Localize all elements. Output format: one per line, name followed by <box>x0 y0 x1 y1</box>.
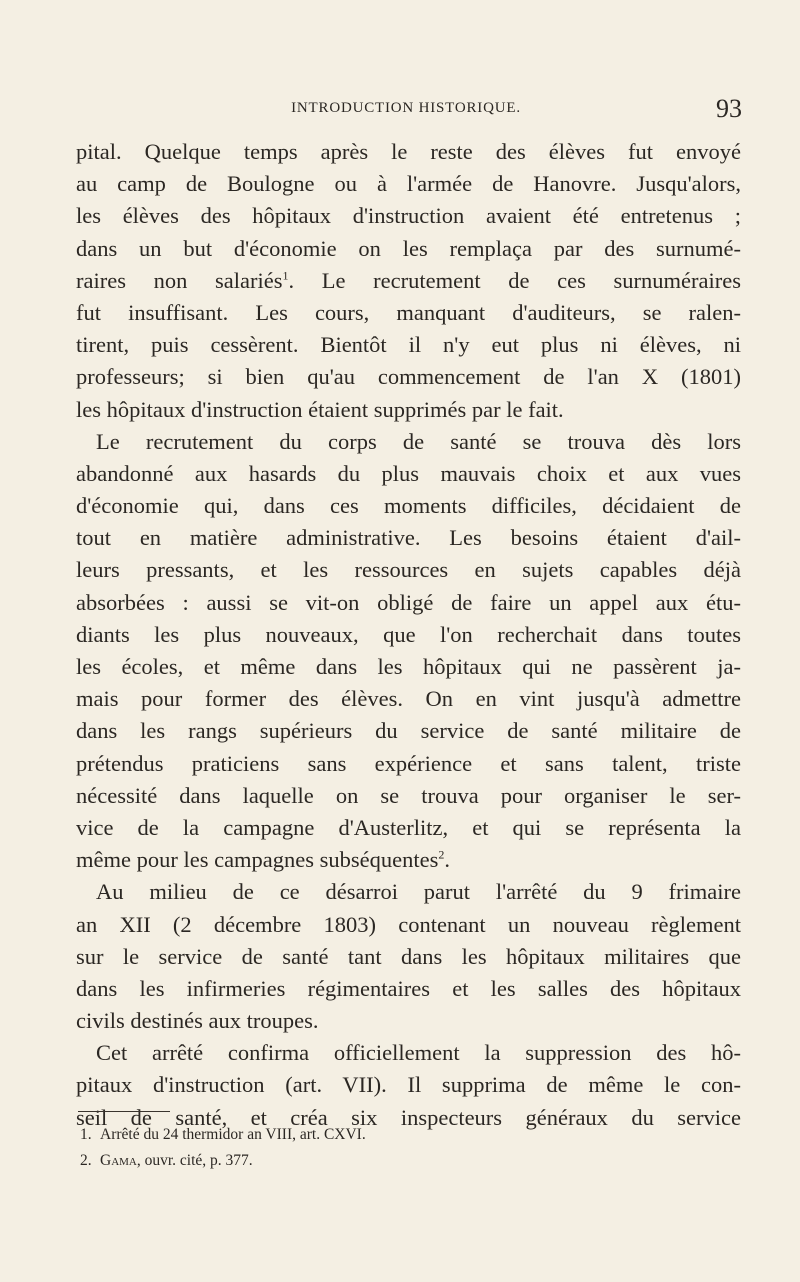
text-line: civils destinés aux troupes. <box>76 1008 319 1034</box>
text-line: vice de la campagne d'Austerlitz, et qui se représenta la <box>76 814 741 840</box>
footnote-text: , ouvr. cité, p. 377. <box>136 1152 253 1169</box>
page-header <box>70 94 742 130</box>
note-reference: 2 <box>438 847 445 862</box>
text-line: au camp de Boulogne ou à l'armée de Hanovre. Jusqu'alors, <box>76 171 741 197</box>
text-line: abandonné aux hasards du plus mauvais choix et aux vues <box>76 460 741 486</box>
text-line: seil de santé, et créa six inspecteurs généraux du service <box>76 1104 741 1130</box>
text-line: tout en matière administrative. Les besoins étaient d'ail- <box>76 525 741 551</box>
text-line: professeurs; si bien qu'au commencement de l'an X (1801) <box>76 364 741 390</box>
text-line: nécessité dans laquelle on se trouva pour organiser le ser- <box>76 782 741 808</box>
footnotes <box>80 1122 720 1174</box>
text-line: dans les rangs supérieurs du service de santé militaire de <box>76 718 741 744</box>
footnote-text: Arrêté du 24 thermidor an VIII, art. CXVI. <box>100 1126 366 1143</box>
text-line: les élèves des hôpitaux d'instruction avaient été entretenus ; <box>76 203 741 229</box>
text-line <box>76 844 741 876</box>
text-line: sur le service de santé tant dans les hôpitaux militaires que <box>76 943 741 969</box>
text-segment: . Le recrutement de ces surnuméraires <box>288 267 741 293</box>
text-line <box>76 265 741 297</box>
text-line: les hôpitaux d'instruction étaient supprimés par le fait. <box>76 396 564 422</box>
page-number: 93 <box>716 94 742 123</box>
text-segment: . <box>444 847 451 873</box>
footnote-number: 1. <box>80 1126 92 1143</box>
footnote-number: 2. <box>80 1152 92 1169</box>
running-head: INTRODUCTION HISTORIQUE. <box>291 100 521 116</box>
footnote-divider <box>78 1111 170 1112</box>
text-line: pital. Quelque temps après le reste des élèves fut envoyé <box>76 139 741 164</box>
note-reference: 1 <box>282 268 289 283</box>
text-line: absorbées : aussi se vit-on obligé de faire un appel aux étu- <box>76 589 741 615</box>
footnote-author: Gama <box>100 1152 137 1169</box>
text-line: pitaux d'instruction (art. VII). Il supprima de même le con- <box>76 1072 741 1098</box>
text-line: prétendus praticiens sans expérience et sans talent, triste <box>76 750 741 776</box>
text-line: tirent, puis cessèrent. Bientôt il n'y eut plus ni élèves, ni <box>76 332 741 358</box>
text-line: les écoles, et même dans les hôpitaux qui ne passèrent ja- <box>76 654 741 679</box>
text-line: Au milieu de ce désarroi parut l'arrêté du 9 frimaire <box>96 879 741 905</box>
text-segment: raires non salariés <box>76 267 283 293</box>
text-line: d'économie qui, dans ces moments difficiles, décidaient de <box>76 493 741 519</box>
text-line: mais pour former des élèves. On en vint jusqu'à admettre <box>76 686 741 712</box>
text-line: dans un but d'économie on les remplaça par des surnumé- <box>76 235 741 261</box>
text-line: an XII (2 décembre 1803) contenant un nouveau règlement <box>76 911 741 937</box>
text-line: leurs pressants, et les ressources en sujets capables déjà <box>76 557 741 583</box>
text-segment: même pour les campagnes subséquentes <box>76 847 439 873</box>
text-line: Cet arrêté confirma officiellement la suppression des hô- <box>96 1040 741 1066</box>
text-line: dans les infirmeries régimentaires et les salles des hôpitaux <box>76 975 741 1001</box>
text-line: fut insuffisant. Les cours, manquant d'auditeurs, se ralen- <box>76 299 741 325</box>
text-line: diants les plus nouveaux, que l'on recherchait dans toutes <box>76 621 741 647</box>
footnote <box>80 1148 720 1174</box>
body-text <box>76 136 741 1134</box>
text-line: Le recrutement du corps de santé se trouva dès lors <box>96 428 741 454</box>
footnote <box>80 1122 720 1148</box>
